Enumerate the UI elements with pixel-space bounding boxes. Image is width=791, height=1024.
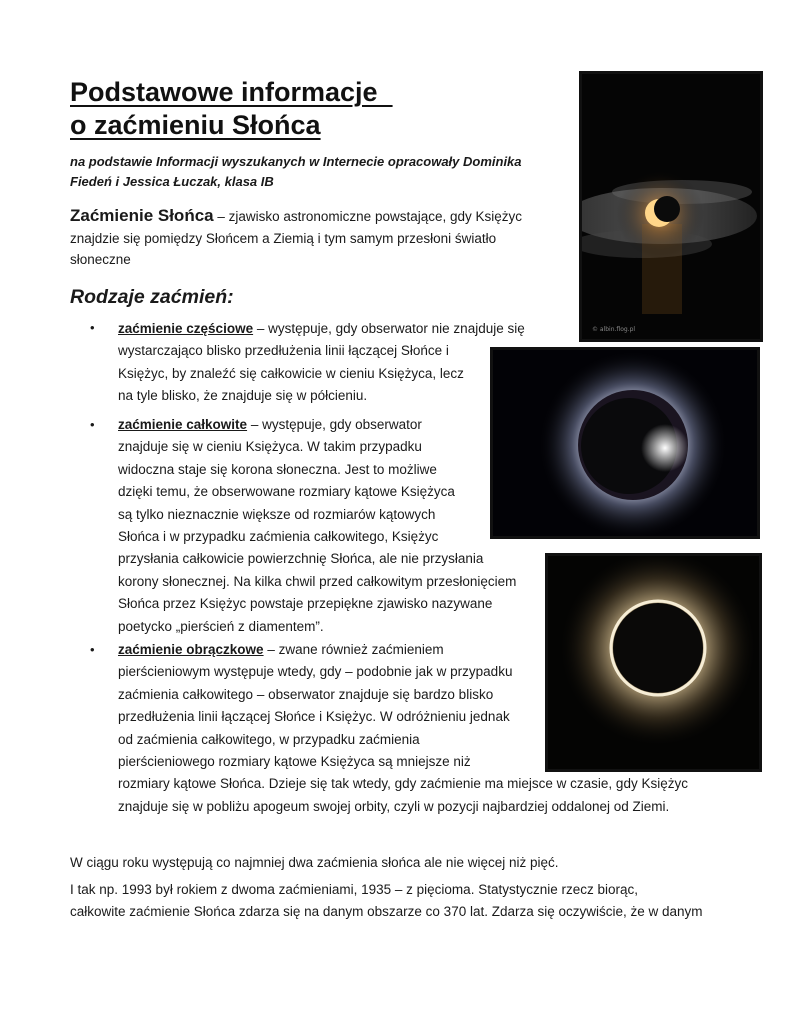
list-item-partial [118,318,525,408]
subtitle: na podstawie Informacji wyszukanych w Internecie opracowały Dominika Fiedeń i Jessica Łuczak, klasa IB [70,154,522,189]
text-line: pierścieniowym występuje wtedy, gdy – podobnie jak w przypadku [118,664,513,680]
text-line: dzięki temu, że obserwowane rozmiary kątowe Księżyca [118,484,455,500]
text-line: rozmiary kątowe Słońca. Dzieje się tak wtedy, gdy zaćmienie ma miejsce w czasie, gdy Księżyc [118,776,688,792]
text-line: od zaćmienia całkowitego, w przypadku zaćmienia [118,731,420,747]
text-line: są tylko nieznacznie większe od rozmiarów kątowych [118,506,436,522]
list-item-total [118,414,516,638]
text-line: Księżyc, by znaleźć się całkowicie w cieniu Księżyca, lecz [118,365,464,381]
definition-term: Zaćmienie Słońca [70,206,214,225]
text-line: wystarczająco blisko przedłużenia linii łączącej Słońce i [118,343,449,359]
keyword-total: zaćmienie całkowite [118,417,248,432]
partial-eclipse-photo [579,71,763,342]
page-title [70,76,393,142]
note-frequency: W ciągu roku występują co najmniej dwa zaćmienia słońca ale nie więcej niż pięć. [70,855,559,870]
section-title: Rodzaje zaćmień: [70,286,234,308]
text-line: przysłania całkowicie powierzchnię Słońca, ale nie przysłania [118,551,484,567]
bullet-glyph: • [90,320,95,335]
note-statistics [70,879,703,923]
text-line: pierścieniowego rozmiary kątowe Księżyca są mniejsze niż [118,754,471,770]
text-line: znajduje się w pobliżu apogeum swojej orbity, czyli w pozycji najbardziej oddalonej od Ziemi. [118,798,670,814]
bullet-glyph: • [90,417,95,432]
keyword-annular: zaćmienie obrączkowe [118,642,264,657]
text-line: – zwane również zaćmieniem [263,642,444,657]
title-line-2: o zaćmieniu Słońca [70,110,321,140]
definition-text: – zjawisko astronomiczne powstające, gdy Księżyc znajdzie się pomiędzy Słońcem a Ziemią i tym samym przesłoni światło słoneczne [70,209,523,267]
text-line: zaćmienia całkowitego – obserwator znajduje się bardzo blisko [118,686,494,702]
text-line: korony słonecznej. Na kilka chwil przed całkowitym przesłonięciem [118,573,517,589]
text-line: przedłużenia linii łączącej Słońce i Księżyc. W odróżnieniu jednak [118,709,510,725]
text-line: I tak np. 1993 był rokiem z dwoma zaćmieniami, 1935 – z pięcioma. Statystycznie rzecz biorąc, [70,882,638,897]
text-line: widoczna staje się korona słoneczna. Jest to możliwe [118,461,437,477]
bullet-glyph: • [90,642,95,657]
photo-watermark: © albin.flog.pl [592,326,636,333]
annular-eclipse-photo [545,553,762,772]
text-line: Słońca i w przypadku zaćmienia całkowitego, Księżyc [118,529,439,545]
definition [70,205,540,271]
text-line: na tyle blisko, że znajduje się w półcieniu. [118,388,368,404]
text-line: – występuje, gdy obserwator [247,417,422,432]
diamond-ring-photo [490,347,760,539]
text-line: poetycko „pierścień z diamentem”. [118,618,324,634]
text-line: Słońca przez Księżyc powstaje przepiękne zjawisko nazywane [118,596,493,612]
title-line-1: Podstawowe informacje [70,77,393,107]
text-line: – występuje, gdy obserwator nie znajduje się [253,321,525,336]
text-line: znajduje się w cieniu Księżyca. W takim przypadku [118,439,422,455]
keyword-partial: zaćmienie częściowe [118,321,254,336]
text-line: całkowite zaćmienie Słońca zdarza się na danym obszarze co 370 lat. Zdarza się oczywiście, że w danym [70,904,703,919]
